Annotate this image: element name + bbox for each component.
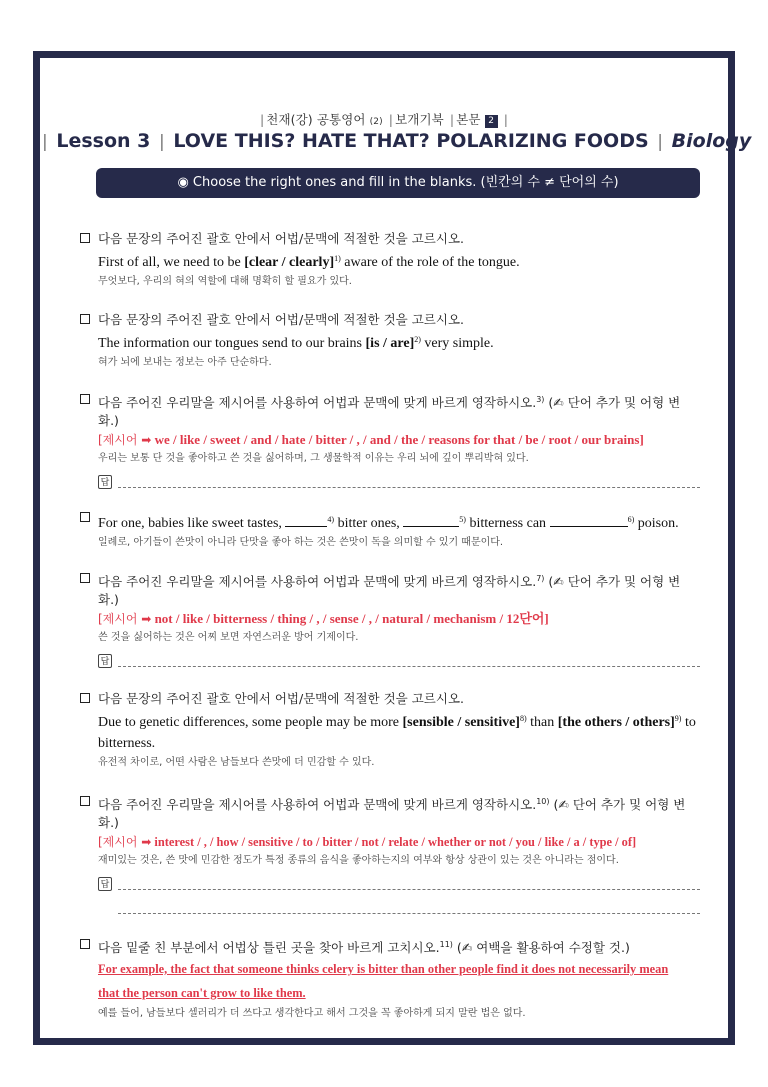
checkbox-icon[interactable]: [80, 394, 90, 404]
question-translation: 일례로, 아기들이 쓴맛이 아니라 단맛을 좋아 하는 것은 쓴맛이 독을 의미할 수 있기 때문이다.: [98, 537, 504, 548]
subtitle-book: 보개기북: [395, 112, 444, 127]
answer-box-icon: 답: [98, 654, 112, 668]
question-sentence: The information our tongues send to our brains [is / are]$^{2)}$ very simple.: [98, 335, 494, 351]
pencil-icon: (✍ 단어 추가 및 어형 변화.): [98, 797, 686, 830]
answer-box-icon: 답: [98, 877, 112, 891]
question-4: [80, 509, 700, 551]
pencil-icon: (✍ 여백을 활용하여 수정할 것.): [456, 940, 630, 955]
question-instruction: 다음 문장의 주어진 괄호 안에서 어법/문맥에 적절한 것을 고르시오.: [98, 312, 464, 327]
question-instruction: 다음 문장의 주어진 괄호 안에서 어법/문맥에 적절한 것을 고르시오.: [98, 231, 464, 246]
question-translation: 예를 들어, 남들보다 셀러리가 더 쓰다고 생각한다고 해서 그것을 꼭 좋아하게 되지 말란 법은 없다.: [98, 1008, 526, 1019]
page-subtitle: | 천재(강) 공통영어 (2) | 보개기북 | 본문 2 |: [259, 112, 509, 127]
instruction-banner: ◉ Choose the right ones and fill in the blanks. (빈칸의 수 ≠ 단어의 수): [96, 168, 700, 198]
checkbox-icon[interactable]: [80, 233, 90, 243]
question-translation: 무엇보다, 우리의 혀의 역할에 대해 명확히 할 필요가 있다.: [98, 276, 352, 287]
question-instruction: 다음 주어진 우리말을 제시어를 사용하여 어법과 문맥에 맞게 바르게 영작하시오.$^{3)}$ (✍ 단어 추가 및 어형 변화.): [98, 395, 681, 428]
question-7: [80, 793, 700, 919]
question-3: [80, 391, 700, 493]
subtitle-part-number: 2: [485, 115, 498, 128]
hint-words: [제시어 ➡ not / like / bitterness / thing / , / sense / , / natural / mechanism / 12단어]: [98, 611, 549, 626]
subject-label: Biology: [671, 130, 752, 152]
underlined-sentence[interactable]: For example, the fact that someone thinks celery is bitter than other people find it does not necessarily mean: [98, 962, 669, 976]
subtitle-textbook: 천재(강) 공통영어: [266, 112, 366, 127]
lesson-title: LOVE THIS? HATE THAT? POLARIZING FOODS: [173, 130, 649, 152]
question-translation: 우리는 보통 단 것을 좋아하고 쓴 것을 싫어하며, 그 생물학적 이유는 우리 뇌에 깊이 뿌리박혀 있다.: [98, 453, 529, 464]
question-8: [80, 936, 700, 1022]
blank-6[interactable]: [550, 514, 628, 527]
choice-bracket[interactable]: [clear / clearly]: [244, 255, 335, 270]
choice-bracket[interactable]: [the others / others]: [557, 715, 675, 730]
page-frame: [33, 51, 752, 1045]
checkbox-icon[interactable]: [80, 573, 90, 583]
answer-line[interactable]: [98, 875, 700, 895]
question-instruction: 다음 밑줄 친 부분에서 어법상 틀린 곳을 찾아 바르게 고치시오.$^{11)}$ (✍ 여백을 활용하여 수정할 것.): [98, 940, 630, 955]
question-sentence-continued: bitterness.: [98, 736, 156, 751]
pencil-icon: (✍ 단어 추가 및 어형 변화.): [98, 574, 681, 607]
answer-line[interactable]: [98, 652, 700, 672]
checkbox-icon[interactable]: [80, 796, 90, 806]
question-translation: 재미있는 것은, 쓴 맛에 민감한 정도가 특정 종류의 음식을 좋아하는지의 여부와 항상 상관이 있는 것은 아니라는 점이다.: [98, 855, 619, 866]
question-6: [80, 690, 700, 771]
question-translation: 유전적 차이로, 어떤 사람은 남들보다 쓴맛에 더 민감할 수 있다.: [98, 757, 375, 768]
subtitle-part: 본문: [456, 112, 481, 127]
checkbox-icon[interactable]: [80, 693, 90, 703]
answer-box-icon: 답: [98, 475, 112, 489]
lesson-label: Lesson 3: [56, 130, 151, 152]
question-instruction: 다음 주어진 우리말을 제시어를 사용하여 어법과 문맥에 맞게 바르게 영작하시오.$^{7)}$ (✍ 단어 추가 및 어형 변화.): [98, 574, 681, 607]
page-title: | Lesson 3 | LOVE THIS? HATE THAT? POLARIZING FOODS | Biology: [42, 130, 752, 152]
question-2: [80, 311, 700, 371]
pencil-icon: (✍ 단어 추가 및 어형 변화.): [98, 395, 681, 428]
question-sentence: First of all, we need to be [clear / clearly]$^{1)}$ aware of the role of the tongue.: [98, 254, 520, 270]
blank-4[interactable]: [285, 514, 327, 527]
blank-5[interactable]: [403, 514, 459, 527]
question-translation: 쓴 것을 싫어하는 것은 어찌 보면 자연스러운 방어 기제이다.: [98, 632, 359, 643]
question-sentence: Due to genetic differences, some people may be more [sensible / sensitive]$^{8)}$ than [the others / others]$^{9)}$ to: [98, 714, 696, 730]
checkbox-icon[interactable]: [80, 512, 90, 522]
underlined-sentence-continued[interactable]: that the person can't grow to like them.: [98, 986, 306, 1000]
checkbox-icon[interactable]: [80, 939, 90, 949]
hint-words: [제시어 ➡ we / like / sweet / and / hate / bitter / , / and / the / reasons for that / be / root / our brains]: [98, 432, 644, 447]
question-sentence: For one, babies like sweet tastes, $^{4)}$ bitter ones, $^{5)}$ bitterness can $^{6)}$ poison.: [98, 515, 679, 531]
hint-words: [제시어 ➡ interest / , / how / sensitive / to / bitter / not / relate / whether or not / you / like / a / type / of]: [98, 835, 637, 849]
question-translation: 혀가 뇌에 보내는 정보는 아주 단순하다.: [98, 357, 272, 368]
answer-line[interactable]: [98, 473, 700, 493]
question-instruction: 다음 주어진 우리말을 제시어를 사용하여 어법과 문맥에 맞게 바르게 영작하시오.$^{10)}$ (✍ 단어 추가 및 어형 변화.): [98, 797, 686, 830]
choice-bracket[interactable]: [sensible / sensitive]: [402, 715, 520, 730]
question-instruction: 다음 문장의 주어진 괄호 안에서 어법/문맥에 적절한 것을 고르시오.: [98, 691, 464, 706]
checkbox-icon[interactable]: [80, 314, 90, 324]
choice-bracket[interactable]: [is / are]: [365, 336, 415, 351]
answer-line-2[interactable]: [98, 899, 700, 919]
subtitle-volume: (2): [369, 117, 383, 127]
question-1: [80, 230, 700, 290]
question-5: [80, 570, 700, 672]
